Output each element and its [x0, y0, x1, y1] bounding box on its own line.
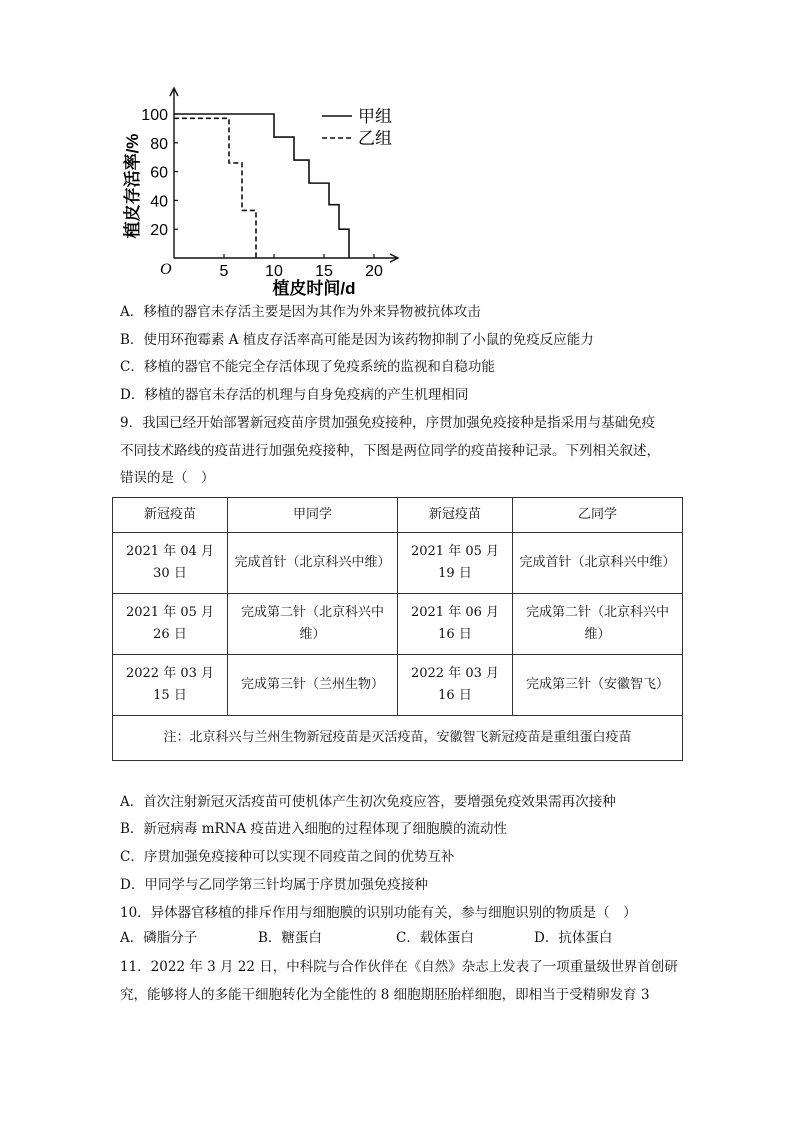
survival-chart — [110, 86, 410, 298]
legend-label-1: 甲组 — [358, 107, 392, 126]
q9-option-b: B．新冠病毒 mRNA 疫苗进入细胞的过程体现了细胞膜的流动性 — [120, 821, 508, 837]
chart-ticks — [141, 107, 383, 280]
q11-stem-line-2: 究，能够将人的多能干细胞转化为全能性的 8 细胞期胚胎样细胞，即相当于受精卵发育 3 — [120, 987, 650, 1003]
legend-label-2: 乙组 — [358, 129, 392, 148]
y-tick-label: 40 — [150, 193, 168, 211]
table-cell: 完成第三针（安徽智飞） — [513, 655, 683, 716]
table-cell: 完成第三针（兰州生物） — [228, 655, 398, 716]
y-tick-label: 100 — [141, 107, 168, 124]
table-header: 乙同学 — [513, 498, 683, 533]
chart-legend — [322, 107, 392, 148]
chart-series — [174, 114, 349, 258]
x-tick-label: 15 — [315, 263, 333, 280]
x-axis-label: 植皮时间/d — [272, 279, 356, 298]
y-tick-label: 60 — [150, 164, 168, 182]
q10-option-b: B．糖蛋白 — [258, 930, 322, 946]
q8-option-c: C．移植的器官不能完全存活体现了免疫系统的监视和自稳功能 — [120, 359, 495, 375]
y-tick-label: 20 — [150, 222, 168, 240]
table-row — [113, 594, 683, 655]
q9-stem-line-2: 不同技术路线的疫苗进行加强免疫接种，下图是两位同学的疫苗接种记录。下列相关叙述， — [120, 443, 660, 459]
q10-stem: 10．异体器官移植的排斥作用与细胞膜的识别功能有关，参与细胞识别的物质是（ ） — [120, 905, 637, 921]
q8-option-b: B．使用环孢霉素 A 植皮存活率高可能是因为该药物抑制了小鼠的免疫反应能力 — [120, 332, 594, 348]
series-line-1 — [174, 114, 349, 258]
q8-option-a: A．移植的器官未存活主要是因为其作为外来异物被抗体攻击 — [120, 304, 481, 320]
y-tick-label: 80 — [150, 135, 168, 153]
q9-option-c: C．序贯加强免疫接种可以实现不同疫苗之间的优势互补 — [120, 849, 455, 865]
q10-option-c: C．载体蛋白 — [396, 930, 474, 946]
table-header: 新冠疫苗 — [398, 498, 513, 533]
x-tick-label: 20 — [365, 263, 383, 280]
table-cell: 2021 年 05 月 19 日 — [398, 533, 513, 594]
table-cell: 2022 年 03 月 15 日 — [113, 655, 228, 716]
q9-option-a: A．首次注射新冠灭活疫苗可使机体产生初次免疫应答，要增强免疫效果需再次接种 — [120, 794, 616, 810]
table-header: 甲同学 — [228, 498, 398, 533]
table-cell: 完成首针（北京科兴中维） — [513, 533, 683, 594]
q9-option-d: D．甲同学与乙同学第三针均属于序贯加强免疫接种 — [120, 877, 428, 893]
q10-option-d: D．抗体蛋白 — [534, 930, 613, 946]
q9-stem-line-3: 错误的是（ ） — [120, 470, 215, 486]
table-cell: 完成首针（北京科兴中维） — [228, 533, 398, 594]
q9-stem-line-1: 9．我国已经开始部署新冠疫苗序贯加强免疫接种，序贯加强免疫接种是指采用与基础免疫 — [120, 415, 656, 431]
table-cell: 完成第二针（北京科兴中维） — [513, 594, 683, 655]
table-row — [113, 533, 683, 594]
q11-stem-line-1: 11．2022 年 3 月 22 日，中科院与合作伙伴在《自然》杂志上发表了一项重量级世界首创研 — [120, 959, 678, 975]
table-cell: 2021 年 05 月 26 日 — [113, 594, 228, 655]
table-header: 新冠疫苗 — [113, 498, 228, 533]
q8-option-d: D．移植的器官未存活的机理与自身免疫病的产生机理相同 — [120, 387, 469, 403]
q10-option-a: A．磷脂分子 — [120, 930, 198, 946]
vaccine-record-table — [112, 497, 683, 761]
table-cell: 2021 年 04 月 30 日 — [113, 533, 228, 594]
origin-label: O — [160, 261, 172, 278]
table-cell: 2022 年 03 月 16 日 — [398, 655, 513, 716]
table-row — [113, 655, 683, 716]
table-cell: 完成第二针（北京科兴中维） — [228, 594, 398, 655]
series-line-2 — [174, 118, 256, 258]
x-tick-label: 10 — [265, 263, 283, 280]
table-cell: 2021 年 06 月 16 日 — [398, 594, 513, 655]
x-tick-label: 5 — [219, 263, 229, 280]
y-axis-label: 植皮存活率/% — [123, 133, 142, 239]
table-note: 注：北京科兴与兰州生物新冠疫苗是灭活疫苗，安徽智飞新冠疫苗是重组蛋白疫苗 — [113, 716, 683, 761]
